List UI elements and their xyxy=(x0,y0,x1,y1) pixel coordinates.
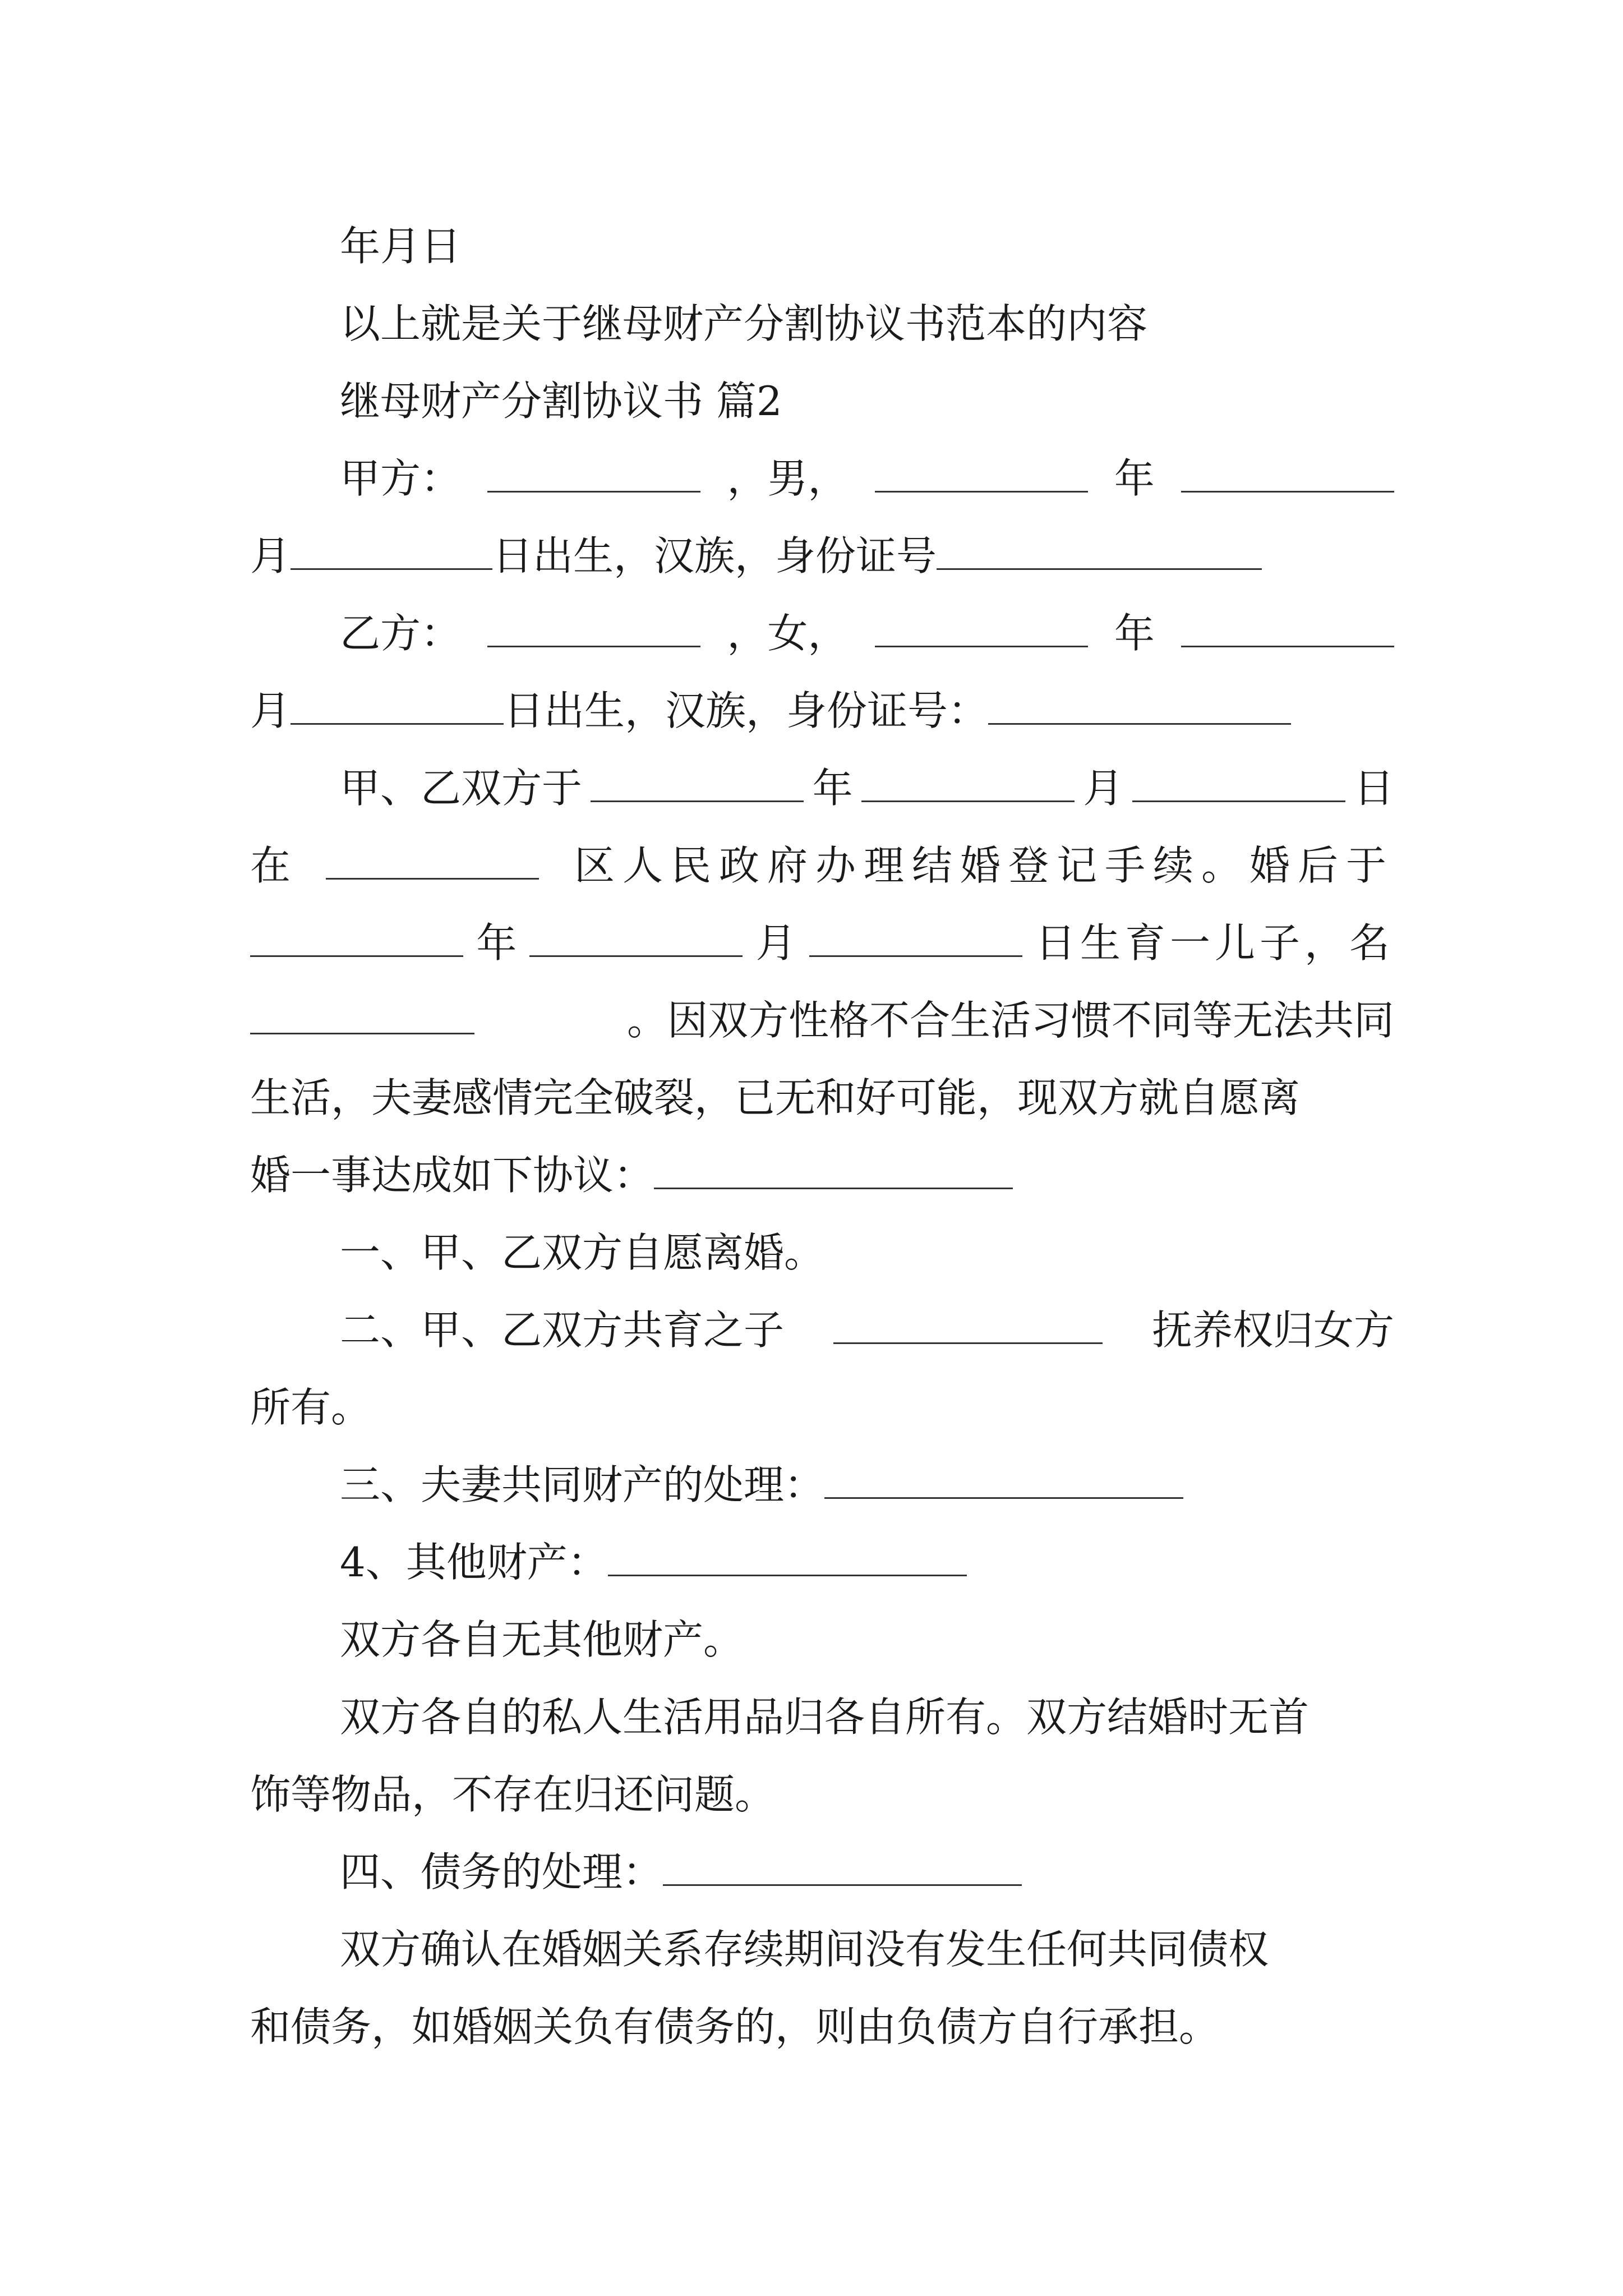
agreement-blank xyxy=(654,1151,1013,1189)
clause-5: 双方各自无其他财产。 xyxy=(340,1616,744,1663)
marriage-line-4 xyxy=(250,982,1394,1059)
custody-text: 抚养权归女方 xyxy=(1151,1306,1394,1354)
clause-8-line-2: 和债务，如婚姻关负有债务的，则由负债方自行承担。 xyxy=(250,2003,1220,2050)
party-b-year: 年 xyxy=(1114,610,1155,657)
clause-3 xyxy=(250,1446,1394,1524)
party-b-line-2 xyxy=(250,672,1394,749)
party-a-day-blank xyxy=(291,531,492,570)
birth-year: 年 xyxy=(476,919,517,967)
property-blank xyxy=(824,1460,1183,1499)
summary-line: 以上就是关于继母财产分割协议书范本的内容 xyxy=(340,300,1148,347)
party-a-id-blank xyxy=(937,531,1262,570)
party-a-line-2 xyxy=(250,517,1394,595)
marriage-day-blank xyxy=(1132,763,1345,802)
son-blank xyxy=(833,1305,1103,1344)
birth-day-blank xyxy=(809,918,1022,957)
marriage-line-3 xyxy=(250,904,1394,982)
marriage-registration: 区人民政府办理结婚登记手续。婚后于 xyxy=(574,842,1394,889)
marriage-at: 在 xyxy=(250,842,291,889)
clause-2-line-2: 所有。 xyxy=(250,1384,372,1431)
agreement-intro: 婚一事达成如下协议： xyxy=(250,1152,654,1199)
marriage-year-blank xyxy=(591,763,804,802)
birth-son: 日生育一儿子，名 xyxy=(1035,919,1394,967)
party-b-line-1 xyxy=(250,595,1394,672)
clause-7 xyxy=(250,1833,1394,1911)
marriage-line-6 xyxy=(250,1137,1394,1214)
party-a-line-1 xyxy=(250,440,1394,517)
party-a-sex: ，男， xyxy=(727,455,849,502)
son-name-blank xyxy=(250,996,474,1034)
party-b-year-blank xyxy=(875,609,1088,647)
party-a-month-blank xyxy=(1181,454,1394,493)
party-b-day-blank xyxy=(291,686,504,725)
other-property-blank xyxy=(608,1538,967,1576)
birth-month-blank xyxy=(529,918,743,957)
clause-2-text: 二、甲、乙双方共育之子 xyxy=(340,1306,785,1354)
clause-3-text: 三、夫妻共同财产的处理： xyxy=(340,1461,825,1508)
clause-6-line-2: 饰等物品，不存在归还问题。 xyxy=(250,1771,776,1818)
party-a-name-blank xyxy=(487,454,700,493)
party-b-month: 月 xyxy=(250,687,291,734)
party-b-label: 乙方： xyxy=(340,610,462,657)
clause-4 xyxy=(250,1524,1394,1601)
party-b-name-blank xyxy=(487,609,700,647)
party-b-sex: ，女， xyxy=(727,610,849,657)
marriage-day: 日 xyxy=(1353,765,1394,812)
party-a-year-blank xyxy=(875,454,1088,493)
debt-blank xyxy=(663,1847,1022,1886)
marriage-text: 甲、乙双方于 xyxy=(340,765,583,812)
birth-month: 月 xyxy=(755,919,796,967)
party-b-birth: 日出生，汉族，身份证号： xyxy=(504,687,989,734)
section-heading: 继母财产分割协议书 篇2 xyxy=(340,378,782,425)
marriage-line-1 xyxy=(250,749,1394,827)
party-a-month: 月 xyxy=(250,532,291,579)
party-b-month-blank xyxy=(1181,609,1394,647)
document-body xyxy=(250,208,1394,2065)
marriage-line-5: 生活，夫妻感情完全破裂，已无和好可能，现双方就自愿离 xyxy=(250,1074,1301,1121)
date-line: 年月日 xyxy=(340,223,462,270)
party-a-label: 甲方： xyxy=(340,455,462,502)
clause-4-text: 4、其他财产： xyxy=(340,1539,608,1586)
party-a-year: 年 xyxy=(1114,455,1155,502)
marriage-line-2 xyxy=(250,827,1394,904)
clause-2-line-1 xyxy=(250,1291,1394,1369)
clause-6-line-1: 双方各自的私人生活用品归各自所有。双方结婚时无首 xyxy=(340,1694,1310,1741)
marriage-month-blank xyxy=(861,763,1075,802)
district-blank xyxy=(326,841,539,880)
clause-7-text: 四、债务的处理： xyxy=(340,1848,663,1895)
birth-year-blank xyxy=(250,918,463,957)
clause-8-line-1: 双方确认在婚姻关系存续期间没有发生任何共同债权 xyxy=(340,1926,1269,1973)
party-a-birth: 日出生，汉族，身份证号 xyxy=(492,532,937,579)
reason-text: 。因双方性格不合生活习惯不同等无法共同 xyxy=(626,997,1394,1044)
marriage-year: 年 xyxy=(812,765,853,812)
clause-1: 一、甲、乙双方自愿离婚。 xyxy=(340,1229,825,1276)
party-b-id-blank xyxy=(988,686,1291,725)
marriage-month: 月 xyxy=(1083,765,1124,812)
